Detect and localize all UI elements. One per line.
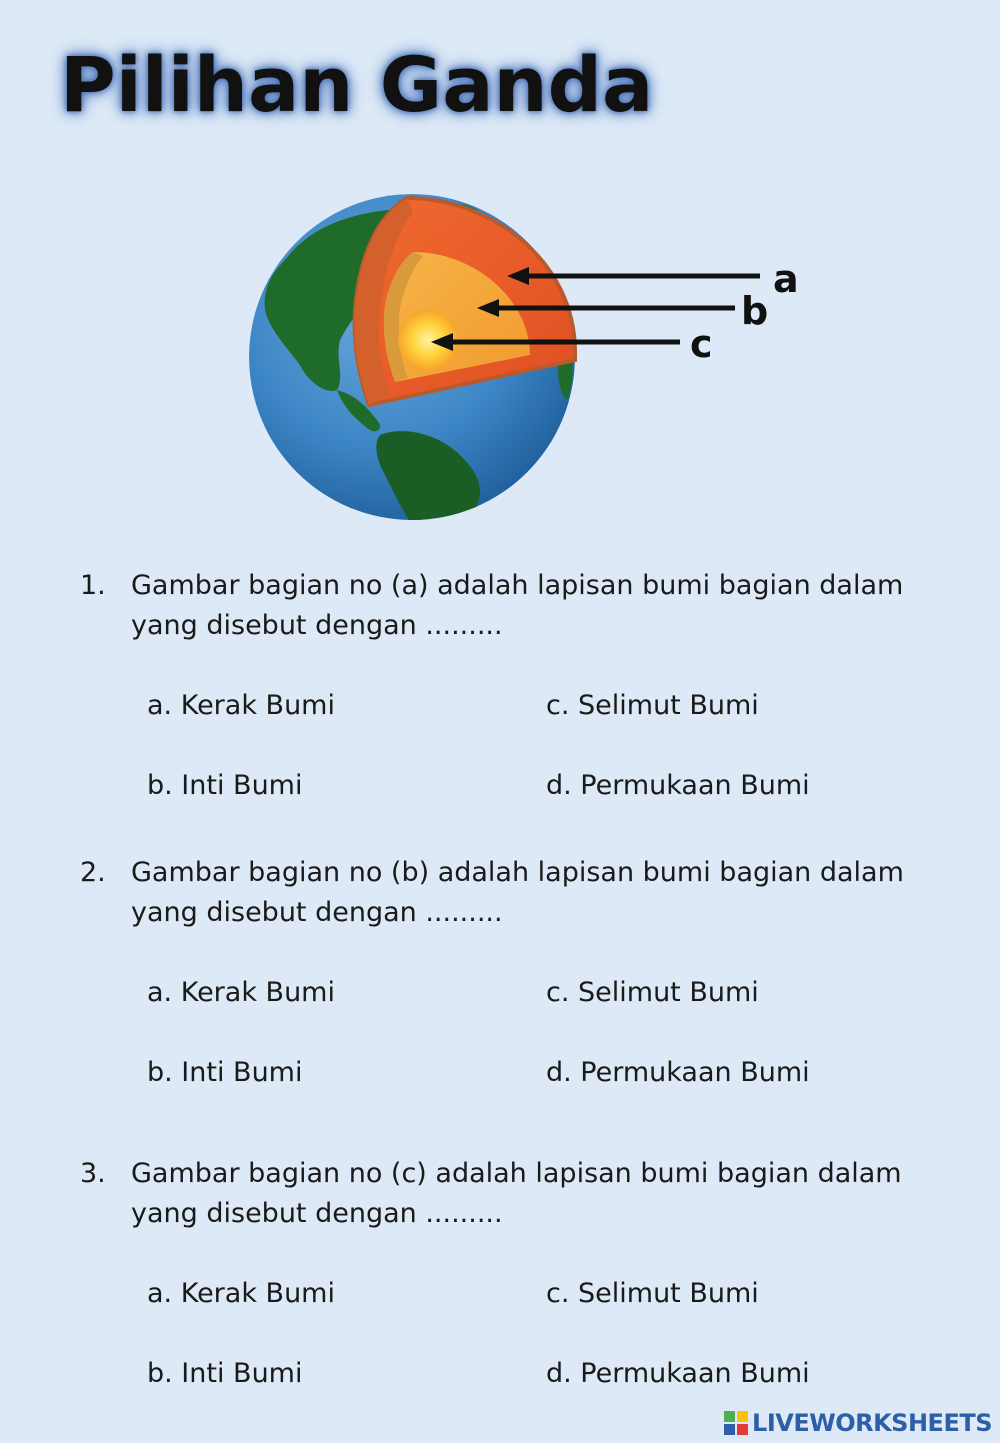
question-line-2: yang disebut dengan .........	[131, 610, 503, 641]
question-line-2: yang disebut dengan .........	[131, 1198, 503, 1229]
question-2	[80, 853, 940, 933]
earth-layers-figure	[245, 190, 815, 530]
label-c: c	[690, 322, 713, 366]
q1-option-a[interactable]: a. Kerak Bumi	[147, 690, 335, 721]
question-1	[80, 566, 940, 646]
q2-option-b[interactable]: b. Inti Bumi	[147, 1057, 303, 1088]
question-3	[80, 1154, 940, 1234]
question-line-1: Gambar bagian no (b) adalah lapisan bumi bagian dalam	[131, 857, 904, 888]
question-text	[131, 853, 911, 933]
watermark	[724, 1409, 992, 1437]
earth-cutaway-illustration	[245, 190, 815, 530]
q2-option-d[interactable]: d. Permukaan Bumi	[546, 1057, 810, 1088]
label-b: b	[741, 289, 769, 333]
page-title: Pilihan Ganda	[60, 40, 654, 129]
question-number: 3.	[80, 1158, 106, 1189]
q2-option-c[interactable]: c. Selimut Bumi	[546, 977, 759, 1008]
q3-option-b[interactable]: b. Inti Bumi	[147, 1358, 303, 1389]
q1-option-b[interactable]: b. Inti Bumi	[147, 770, 303, 801]
question-text	[131, 1154, 911, 1234]
q3-option-c[interactable]: c. Selimut Bumi	[546, 1278, 759, 1309]
watermark-text: LIVEWORKSHEETS	[752, 1409, 992, 1437]
question-line-1: Gambar bagian no (a) adalah lapisan bumi bagian dalam	[131, 570, 904, 601]
q2-option-a[interactable]: a. Kerak Bumi	[147, 977, 335, 1008]
question-text	[131, 566, 911, 646]
q1-option-c[interactable]: c. Selimut Bumi	[546, 690, 759, 721]
q3-option-a[interactable]: a. Kerak Bumi	[147, 1278, 335, 1309]
liveworksheets-logo-icon	[724, 1411, 748, 1435]
question-number: 2.	[80, 857, 106, 888]
question-line-1: Gambar bagian no (c) adalah lapisan bumi bagian dalam	[131, 1158, 902, 1189]
label-a: a	[773, 257, 799, 301]
question-number: 1.	[80, 570, 106, 601]
q3-option-d[interactable]: d. Permukaan Bumi	[546, 1358, 810, 1389]
q1-option-d[interactable]: d. Permukaan Bumi	[546, 770, 810, 801]
question-line-2: yang disebut dengan .........	[131, 897, 503, 928]
